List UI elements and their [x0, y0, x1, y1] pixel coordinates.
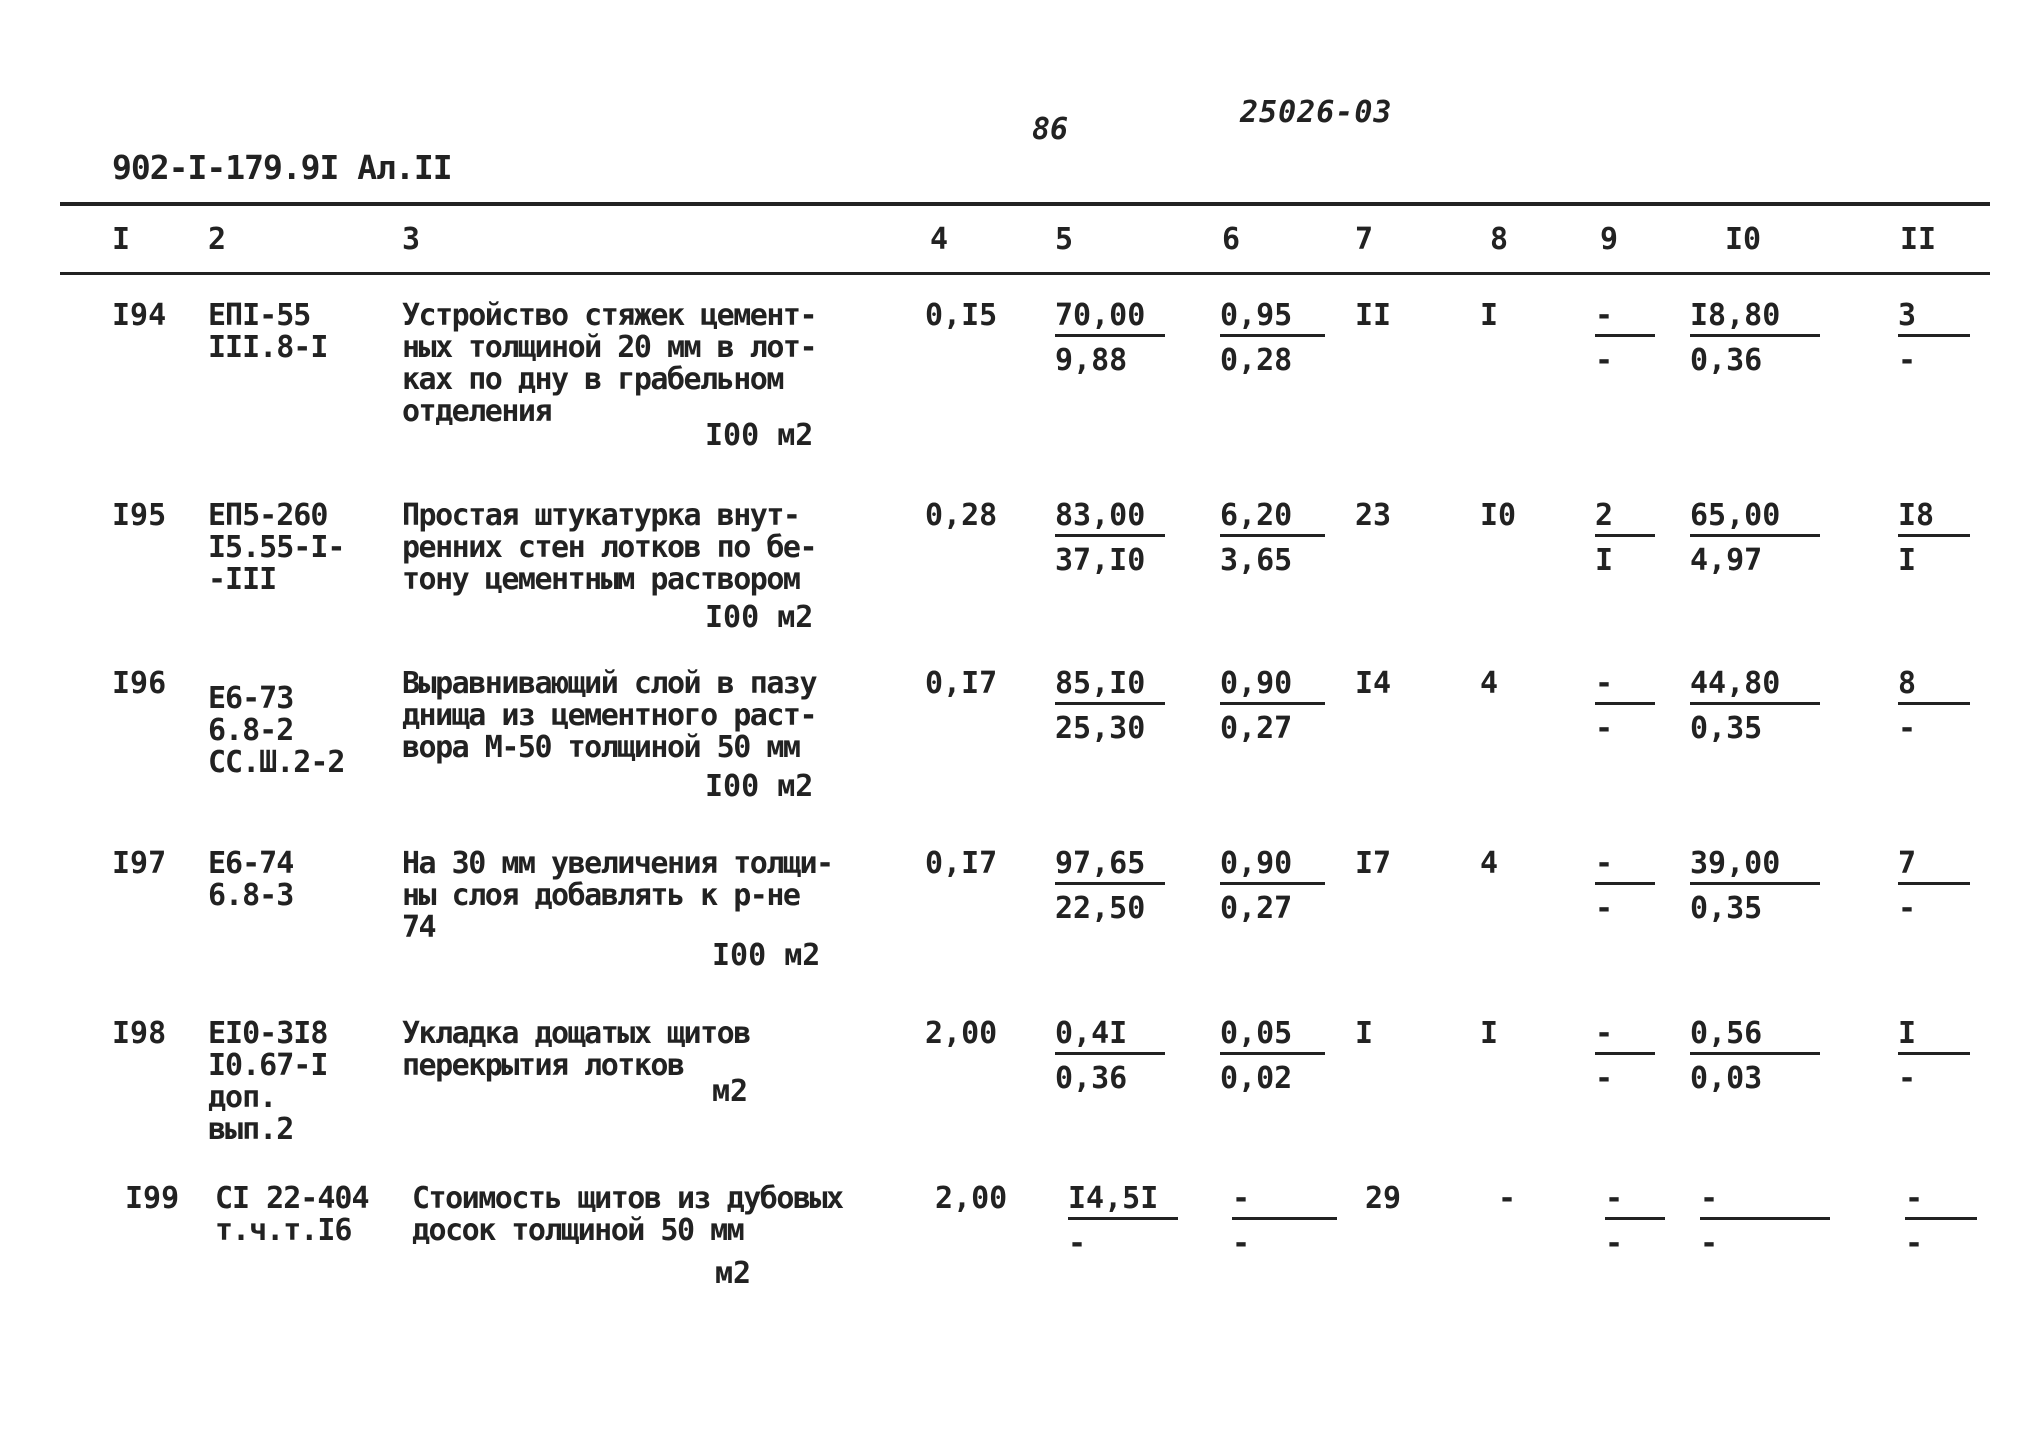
- cost-5-bottom: 37,I0: [1055, 543, 1146, 578]
- value-8: 4: [1480, 846, 1499, 881]
- cost-11-top: 8: [1898, 668, 1970, 705]
- cost-6: [1220, 848, 1325, 927]
- cost-5-bottom: 0,36: [1055, 1061, 1128, 1096]
- cost-10-bottom: 0,35: [1690, 891, 1763, 926]
- cost-11-bottom: -: [1898, 343, 1917, 378]
- col-header-3: 3: [402, 222, 421, 257]
- cost-6: [1220, 300, 1325, 379]
- measure-unit: м2: [712, 1074, 749, 1109]
- cost-9: [1605, 1183, 1665, 1262]
- measure-unit: м2: [715, 1256, 752, 1291]
- cost-6-bottom: 3,65: [1220, 543, 1293, 578]
- cost-9: [1595, 1018, 1655, 1097]
- quantity: 0,I7: [925, 666, 998, 701]
- cost-9-top: -: [1595, 1018, 1655, 1055]
- cost-5: [1055, 668, 1165, 747]
- cost-10-top: I8,80: [1690, 300, 1820, 337]
- cost-11: [1898, 500, 1970, 579]
- norm-code: СI 22-404 т.ч.т.I6: [215, 1181, 369, 1248]
- cost-9-bottom: I: [1595, 543, 1614, 578]
- cost-10: [1690, 1018, 1820, 1097]
- cost-11-bottom: I: [1898, 543, 1917, 578]
- cost-11-bottom: -: [1898, 1061, 1917, 1096]
- cost-10-bottom: 0,35: [1690, 711, 1763, 746]
- cost-10-top: 44,80: [1690, 668, 1820, 705]
- cost-11-top: I: [1898, 1018, 1970, 1055]
- row-number: I94: [112, 298, 167, 333]
- cost-10: [1690, 500, 1820, 579]
- cost-5-top: 83,00: [1055, 500, 1165, 537]
- value-8: I0: [1480, 498, 1517, 533]
- norm-code: ЕПI-55 III.8-I: [208, 298, 328, 365]
- cost-9-bottom: -: [1595, 1061, 1614, 1096]
- cost-5: [1055, 300, 1165, 379]
- cost-5-top: 0,4I: [1055, 1018, 1165, 1055]
- cost-10-bottom: 0,36: [1690, 343, 1763, 378]
- col-header-2: 2: [208, 222, 227, 257]
- cost-6-bottom: 0,27: [1220, 891, 1293, 926]
- cost-6-bottom: -: [1232, 1226, 1251, 1261]
- cost-6: [1220, 668, 1325, 747]
- col-header-4: 4: [930, 222, 949, 257]
- cost-6: [1220, 500, 1325, 579]
- cost-11-bottom: -: [1898, 711, 1917, 746]
- value-8: 4: [1480, 666, 1499, 701]
- work-description: Укладка дощатых щитов перекрытия лотков: [402, 1016, 750, 1083]
- cost-6-top: 6,20: [1220, 500, 1325, 537]
- col-header-11: II: [1900, 222, 1937, 257]
- cost-5: [1055, 848, 1165, 927]
- col-header-8: 8: [1490, 222, 1509, 257]
- row-number: I95: [112, 498, 167, 533]
- cost-11-top: -: [1905, 1183, 1977, 1220]
- cost-11-top: 7: [1898, 848, 1970, 885]
- cost-9-top: -: [1595, 668, 1655, 705]
- cost-9-top: -: [1595, 300, 1655, 337]
- norm-code: Е6-73 6.8-2 СС.Ш.2-2: [208, 681, 345, 780]
- norm-code: ЕП5-260 I5.55-I- -III: [208, 498, 345, 597]
- work-description: На 30 мм увеличения толщи- ны слоя добавлять к р-не 74: [402, 846, 833, 945]
- cost-11: [1898, 668, 1970, 747]
- cost-10-top: -: [1700, 1183, 1830, 1220]
- quantity: 0,I7: [925, 846, 998, 881]
- cost-11-top: I8: [1898, 500, 1970, 537]
- cost-11: [1898, 1018, 1970, 1097]
- cost-10-top: 0,56: [1690, 1018, 1820, 1055]
- cost-6-bottom: 0,02: [1220, 1061, 1293, 1096]
- cost-5-bottom: 25,30: [1055, 711, 1146, 746]
- cost-9-bottom: -: [1595, 711, 1614, 746]
- cost-6-bottom: 0,27: [1220, 711, 1293, 746]
- cost-5: [1055, 1018, 1165, 1097]
- value-8: -: [1498, 1181, 1517, 1216]
- row-number: I99: [125, 1181, 180, 1216]
- cost-5-top: 70,00: [1055, 300, 1165, 337]
- cost-10: [1690, 668, 1820, 747]
- row-number: I96: [112, 666, 167, 701]
- cost-9-bottom: -: [1595, 891, 1614, 926]
- measure-unit: I00 м2: [705, 418, 814, 453]
- value-7: I4: [1355, 666, 1392, 701]
- cost-5: [1055, 500, 1165, 579]
- cost-11: [1898, 848, 1970, 927]
- cost-9-top: -: [1595, 848, 1655, 885]
- cost-10: [1690, 300, 1820, 379]
- cost-5-bottom: 9,88: [1055, 343, 1128, 378]
- value-7: I7: [1355, 846, 1392, 881]
- value-7: I: [1355, 1016, 1374, 1051]
- document-code: 902-I-179.9I Ал.II: [112, 148, 452, 187]
- norm-code: ЕI0-3I8 I0.67-I доп. вып.2: [208, 1016, 328, 1147]
- cost-9: [1595, 848, 1655, 927]
- value-7: II: [1355, 298, 1392, 333]
- cost-5-top: 97,65: [1055, 848, 1165, 885]
- measure-unit: I00 м2: [705, 769, 814, 804]
- cost-10-bottom: 4,97: [1690, 543, 1763, 578]
- norm-code: Е6-74 6.8-3: [208, 846, 294, 913]
- work-description: Выравнивающий слой в пазу днища из цементного раст- вора М-50 толщиной 50 мм: [402, 666, 817, 765]
- measure-unit: I00 м2: [712, 938, 821, 973]
- cost-11-bottom: -: [1898, 891, 1917, 926]
- row-number: I97: [112, 846, 167, 881]
- measure-unit: I00 м2: [705, 600, 814, 635]
- cost-9: [1595, 500, 1655, 579]
- cost-11: [1905, 1183, 1977, 1262]
- table-top-rule: [60, 202, 1990, 206]
- work-description: Простая штукатурка внут- ренних стен лотков по бе- тону цементным раствором: [402, 498, 817, 597]
- col-header-10: I0: [1725, 222, 1762, 257]
- cost-10-top: 65,00: [1690, 500, 1820, 537]
- header-bottom-rule: [60, 272, 1990, 275]
- col-header-7: 7: [1355, 222, 1374, 257]
- cost-6-top: 0,90: [1220, 848, 1325, 885]
- cost-5-top: 85,I0: [1055, 668, 1165, 705]
- quantity: 2,00: [925, 1016, 998, 1051]
- cost-9-bottom: -: [1595, 343, 1614, 378]
- cost-6-top: 0,05: [1220, 1018, 1325, 1055]
- cost-6-top: 0,90: [1220, 668, 1325, 705]
- cost-6-top: -: [1232, 1183, 1337, 1220]
- value-7: 29: [1365, 1181, 1402, 1216]
- cost-11: [1898, 300, 1970, 379]
- value-8: I: [1480, 298, 1499, 333]
- cost-5-top: I4,5I: [1068, 1183, 1178, 1220]
- row-number: I98: [112, 1016, 167, 1051]
- col-header-9: 9: [1600, 222, 1619, 257]
- cost-10-top: 39,00: [1690, 848, 1820, 885]
- cost-9-bottom: -: [1605, 1226, 1624, 1261]
- cost-6-bottom: 0,28: [1220, 343, 1293, 378]
- value-7: 23: [1355, 498, 1392, 533]
- cost-5-bottom: -: [1068, 1226, 1087, 1261]
- archive-number: 25026-03: [1240, 95, 1393, 130]
- quantity: 0,28: [925, 498, 998, 533]
- quantity: 0,I5: [925, 298, 998, 333]
- work-description: Устройство стяжек цемент- ных толщиной 20 мм в лот- ках по дну в грабельном отделения: [402, 298, 817, 429]
- cost-11-bottom: -: [1905, 1226, 1924, 1261]
- cost-10-bottom: 0,03: [1690, 1061, 1763, 1096]
- cost-6-top: 0,95: [1220, 300, 1325, 337]
- col-header-1: I: [112, 222, 131, 257]
- cost-5-bottom: 22,50: [1055, 891, 1146, 926]
- quantity: 2,00: [935, 1181, 1008, 1216]
- cost-9-top: 2: [1595, 500, 1655, 537]
- cost-9: [1595, 668, 1655, 747]
- page-number: 86: [1032, 112, 1069, 147]
- value-8: I: [1480, 1016, 1499, 1051]
- cost-10-bottom: -: [1700, 1226, 1719, 1261]
- col-header-5: 5: [1055, 222, 1074, 257]
- cost-10: [1690, 848, 1820, 927]
- work-description: Стоимость щитов из дубовых досок толщиной 50 мм: [412, 1181, 843, 1248]
- cost-11-top: 3: [1898, 300, 1970, 337]
- cost-6: [1232, 1183, 1337, 1262]
- cost-5: [1068, 1183, 1178, 1262]
- cost-6: [1220, 1018, 1325, 1097]
- cost-9-top: -: [1605, 1183, 1665, 1220]
- cost-9: [1595, 300, 1655, 379]
- col-header-6: 6: [1222, 222, 1241, 257]
- cost-10: [1700, 1183, 1830, 1262]
